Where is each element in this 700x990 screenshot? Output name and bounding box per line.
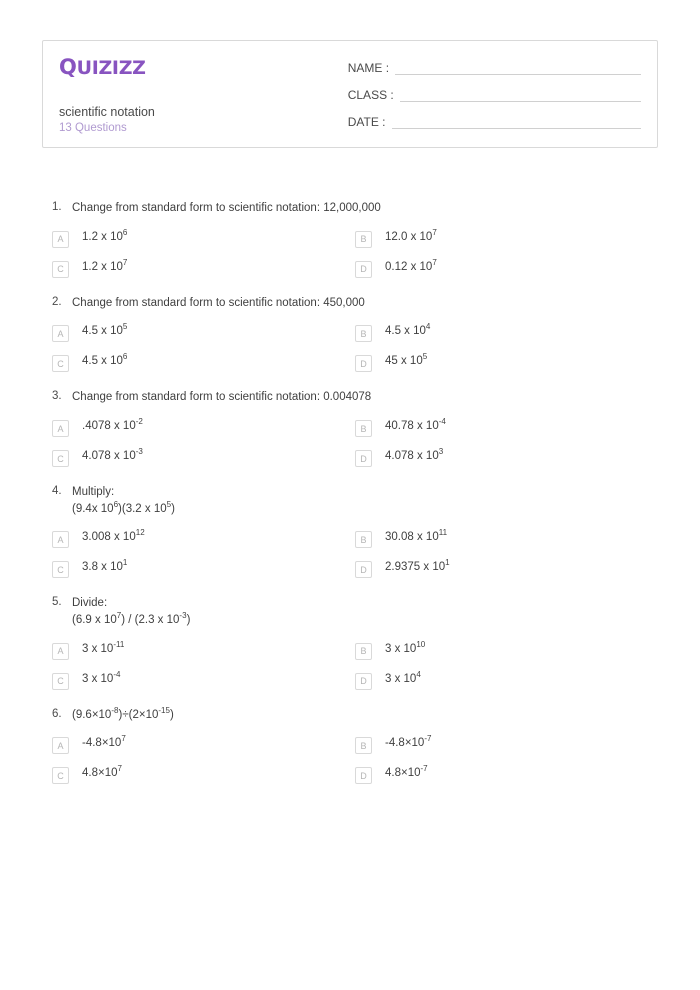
option-letter-box[interactable]: A xyxy=(52,420,69,437)
option-letter-box[interactable]: B xyxy=(355,420,372,437)
option-letter-box[interactable]: A xyxy=(52,643,69,660)
answer-option[interactable] xyxy=(355,766,658,784)
answer-option[interactable] xyxy=(355,324,658,342)
option-text: 4.5 x $10^4$ xyxy=(385,322,431,338)
question-block xyxy=(42,595,658,689)
option-text: 3.8 x $10^1$ xyxy=(82,558,128,574)
question-header xyxy=(42,200,658,217)
option-text: 3 x $10^{-4}$ xyxy=(82,669,121,685)
answer-option[interactable] xyxy=(355,736,658,754)
class-label: CLASS : xyxy=(347,88,394,102)
option-letter-box[interactable]: D xyxy=(355,261,372,278)
worksheet-header xyxy=(42,40,658,148)
option-text: $-4.8\times 10^7$ xyxy=(82,734,126,750)
answer-options xyxy=(42,419,658,467)
answer-option[interactable] xyxy=(52,560,355,578)
option-letter-box[interactable]: C xyxy=(52,673,69,690)
answer-option[interactable] xyxy=(355,227,658,248)
name-field-row xyxy=(348,61,641,75)
option-text: 2.9375 x $10^1$ xyxy=(385,558,450,574)
answer-option[interactable] xyxy=(52,736,355,754)
option-letter-box[interactable]: C xyxy=(52,261,69,278)
answer-option[interactable] xyxy=(52,324,355,342)
question-text: Multiply: (9.4x $10^6)(3.2$ x $10^5$) xyxy=(72,486,175,515)
question-block xyxy=(42,484,658,578)
worksheet-title: scientific notation xyxy=(59,105,155,119)
question-block xyxy=(42,389,658,467)
answer-option[interactable] xyxy=(52,766,355,784)
answer-option[interactable] xyxy=(355,419,658,437)
option-text: 4.5 x $10^6$ xyxy=(82,352,128,368)
option-text: 45 x $10^5$ xyxy=(385,352,428,368)
question-number: 6. xyxy=(52,707,62,720)
answer-options xyxy=(42,227,658,278)
option-letter-box[interactable]: C xyxy=(52,767,69,784)
question-number: 1. xyxy=(52,201,62,213)
option-text: 3.008 x $10^{12}$ xyxy=(82,528,145,544)
answer-options xyxy=(42,736,658,784)
option-text: .4078 x $10^{-2}$ xyxy=(82,417,143,433)
answer-option[interactable] xyxy=(355,639,658,660)
date-input-line[interactable] xyxy=(392,115,642,129)
name-input-line[interactable] xyxy=(395,61,641,75)
option-letter-box[interactable]: D xyxy=(355,450,372,467)
option-text: 4.5 x $10^5$ xyxy=(82,322,128,338)
question-header xyxy=(42,707,658,724)
question-text: Change from standard form to scientific notation: 450,000 xyxy=(72,296,365,309)
answer-option[interactable] xyxy=(355,560,658,578)
answer-options xyxy=(42,639,658,690)
answer-option[interactable] xyxy=(355,257,658,278)
option-text: 12.0 x $10^7$ xyxy=(385,227,437,243)
date-label: DATE : xyxy=(347,115,386,129)
option-text: 40.78 x $10^{-4}$ xyxy=(385,417,446,433)
question-number: 3. xyxy=(52,390,62,403)
answer-option[interactable] xyxy=(52,669,355,690)
option-letter-box[interactable]: D xyxy=(355,355,372,372)
question-block xyxy=(42,295,658,373)
answer-option[interactable] xyxy=(52,354,355,372)
option-letter-box[interactable]: B xyxy=(355,325,372,342)
class-field-row xyxy=(348,88,641,102)
option-text: 3 x $10^{10}$ xyxy=(385,639,426,655)
option-text: 4.078 x $10^{-3}$ xyxy=(82,447,143,463)
question-number: 2. xyxy=(52,295,62,308)
class-input-line[interactable] xyxy=(400,88,641,102)
question-header xyxy=(42,295,658,312)
option-letter-box[interactable]: C xyxy=(52,450,69,467)
option-letter-box[interactable]: B xyxy=(355,643,372,660)
header-left xyxy=(43,41,338,147)
option-letter-box[interactable]: C xyxy=(52,561,69,578)
question-text: Change from standard form to scientific notation: 12,000,000 xyxy=(72,202,381,214)
option-text: 1.2 x $10^6$ xyxy=(82,227,128,243)
option-letter-box[interactable]: A xyxy=(52,325,69,342)
option-text: $4.8\times 10^{-7}$ xyxy=(385,764,428,780)
question-header xyxy=(42,484,658,517)
option-letter-box[interactable]: B xyxy=(355,231,372,248)
option-text: 30.08 x $10^{11}$ xyxy=(385,528,448,544)
date-field-row xyxy=(348,115,641,129)
student-info-fields xyxy=(338,41,657,147)
option-letter-box[interactable]: A xyxy=(52,531,69,548)
answer-option[interactable] xyxy=(52,419,355,437)
question-count: 13 Questions xyxy=(59,122,127,134)
option-letter-box[interactable]: A xyxy=(52,231,69,248)
question-text: Divide: (6.9 x $10^7) / (2.3$ x $10^{-3}$) xyxy=(72,597,191,627)
question-text: Change from standard form to scientific notation: 0.004078 xyxy=(72,391,372,404)
answer-option[interactable] xyxy=(355,449,658,467)
option-letter-box[interactable]: D xyxy=(355,561,372,578)
answer-options xyxy=(42,530,658,578)
question-header xyxy=(42,595,658,628)
answer-option[interactable] xyxy=(355,669,658,690)
answer-option[interactable] xyxy=(52,449,355,467)
option-text: 1.2 x $10^7$ xyxy=(82,257,128,273)
answer-option[interactable] xyxy=(52,227,355,248)
answer-option[interactable] xyxy=(52,530,355,548)
option-letter-box[interactable]: B xyxy=(355,531,372,548)
question-block xyxy=(42,707,658,785)
option-letter-box[interactable]: A xyxy=(52,737,69,754)
question-header xyxy=(42,389,658,406)
option-text: 3 x $10^4$ xyxy=(385,669,421,685)
option-text: 4.078 x $10^3$ xyxy=(385,447,444,463)
answer-option[interactable] xyxy=(355,530,658,548)
question-block xyxy=(42,200,658,278)
option-letter-box[interactable]: D xyxy=(355,673,372,690)
answer-option[interactable] xyxy=(52,257,355,278)
question-number: 5. xyxy=(52,596,62,609)
option-text: 0.12 x $10^7$ xyxy=(385,257,437,273)
answer-option[interactable] xyxy=(52,639,355,660)
answer-options xyxy=(42,324,658,372)
question-text: $(9.6\times 10^{-8})\div(2\times 10^{-15})$ xyxy=(72,705,174,721)
question-number: 4. xyxy=(52,485,62,498)
question-list xyxy=(42,200,658,784)
option-text: $-4.8\times 10^{-7}$ xyxy=(385,734,432,750)
option-letter-box[interactable]: D xyxy=(355,767,372,784)
option-text: $4.8\times 10^7$ xyxy=(82,764,122,780)
quizizz-logo: QUIZIZZ xyxy=(59,55,146,79)
answer-option[interactable] xyxy=(355,354,658,372)
name-label: NAME : xyxy=(347,61,390,75)
option-letter-box[interactable]: B xyxy=(355,737,372,754)
option-text: 3 x $10^{-11}$ xyxy=(82,639,125,655)
option-letter-box[interactable]: C xyxy=(52,355,69,372)
